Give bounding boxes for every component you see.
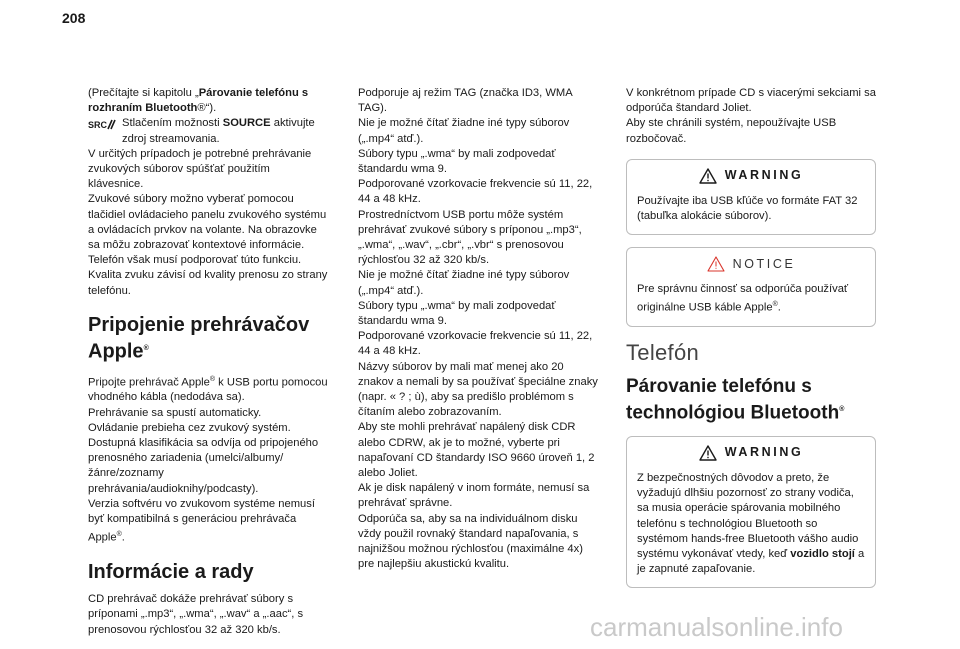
warning-header — [637, 445, 865, 461]
paragraph: Dostupná klasifikácia sa odvíja od pripojeného prenosného zariadenia (umelci/albumy/žánre/zoznamy prehrávania/audioknihy/podcasty). — [88, 437, 319, 495]
source-steering-icon — [88, 117, 118, 131]
warning-text: Z bezpečnostných dôvodov a preto, že vyžadujú dlhšiu pozornosť zo strany vodiča, sa musia operácie spárovania mobilného telefónu s technológiou Bluetooth so systémom hands-free Bluetooth vášho audio systému vykonávať vtedy, keď vozidlo stojí a je zapnuté zapaľovanie. — [637, 471, 865, 576]
section-title-phone: Telefón — [626, 340, 700, 366]
warning-box — [626, 159, 876, 235]
notice-triangle-icon — [707, 256, 725, 272]
paragraph: Ak je disk napálený v inom formáte, nemusí sa prehrávať správne. — [358, 482, 590, 510]
paragraph: Podporované vzorkovacie frekvencie sú 11, 22, 44 a 48 kHz. — [358, 178, 593, 206]
paragraph: V konkrétnom prípade CD s viacerými sekciami sa odporúča štandard Joliet. — [626, 87, 876, 115]
heading-pairing: Párovanie telefónu s technológiou Bluetooth® — [626, 375, 845, 423]
paragraph: Súbory typu „.wma“ by mali zodpovedať štandardu wma 9. — [358, 299, 556, 328]
notice-box — [626, 247, 876, 327]
watermark: carmanualsonline.info — [590, 612, 843, 642]
warning-title: WARNING — [724, 168, 804, 183]
paragraph: Zvukové súbory možno vyberať pomocou tlačidiel ovládacieho panelu zvukového systému a ovládacích prvkov na volante. Na obrazovke sa môžu zobrazovať kontextové informácie. — [88, 193, 327, 252]
paragraph: Podporované vzorkovacie frekvencie sú 11, 22, 44 a 48 kHz. — [358, 330, 593, 358]
paragraph: Aby ste chránili systém, nepoužívajte USB rozbočovač. — [626, 117, 837, 145]
notice-header — [637, 256, 865, 272]
svg-text:SRC: SRC — [88, 120, 108, 131]
paragraph: Pripojte prehrávač Apple® k USB portu pomocou vhodného kábla (nedodáva sa). — [88, 375, 328, 404]
paragraph: Názvy súborov by mali mať menej ako 20 znakov a nemali by sa používať špeciálne znaky (napr. « ? ; ù), aby sa predišlo problémom s čítaním alebo zobrazovaním. — [358, 360, 598, 419]
paragraph: Nie je možné čítať žiadne iné typy súborov („.mp4“ atď.). — [358, 117, 570, 145]
intro-paragraph: (Prečítajte si kapitolu „Párovanie telefónu s rozhraním Bluetooth®“). — [88, 87, 309, 115]
source-text: Stlačením možnosti SOURCE aktivujte zdroj streamovania. — [122, 117, 315, 145]
warning-box-pairing — [626, 436, 876, 588]
warning-triangle-icon — [699, 168, 717, 184]
paragraph: Ovládanie prebieha cez zvukový systém. — [88, 421, 291, 434]
paragraph: Odporúča sa, aby sa na individuálnom disku vždy použil rovnaký štandard napaľovania, s najnižšou možnou rýchlosťou (maximálne 4x) pre najlepšiu akustickú kvalitu. — [358, 512, 583, 571]
heading-apple: Pripojenie prehrávačov Apple® — [88, 313, 310, 363]
paragraph: Verzia softvéru vo zvukovom systéme nemusí byť kompatibilná s generáciou prehrávača Apple®. — [88, 497, 315, 544]
paragraph: Kvalita zvuku závisí od kvality prenosu zo strany telefónu. — [88, 269, 328, 297]
paragraph: V určitých prípadoch je potrebné prehrávanie zvukových súborov spúšťať použitím klávesnice. — [88, 147, 312, 191]
column-middle — [358, 86, 598, 573]
warning-header — [637, 168, 865, 184]
paragraph: Telefón však musí podporovať túto funkciu. — [88, 254, 302, 267]
source-instruction — [88, 116, 328, 146]
paragraph: Prostredníctvom USB portu môže systém prehrávať zvukové súbory s príponou „.mp3“, „.wma“, „.wav“, „.cbr“, „.vbr“ s prenosovou rýchlosťou 32 až 320 kb/s. — [358, 208, 582, 267]
paragraph: Aby ste mohli prehrávať napálený disk CDR alebo CDRW, ak je to možné, vyberte pri napaľovaní CD štandardy ISO 9660 úroveň 1, 2 alebo Joliet. — [358, 421, 595, 480]
paragraph: Podporuje aj režim TAG (značka ID3, WMA TAG). — [358, 87, 573, 115]
notice-title: NOTICE — [732, 256, 796, 271]
paragraph: CD prehrávač dokáže prehrávať súbory s príponami „.mp3“, „.wma“, „.wav“ a „.aac“, s prenosovou rýchlosťou 32 až 320 kb/s. — [88, 593, 304, 636]
column-right — [626, 86, 876, 600]
warning-title: WARNING — [724, 445, 804, 460]
warning-triangle-icon — [699, 445, 717, 461]
notice-text: Pre správnu činnosť sa odporúča používať originálne USB káble Apple®. — [637, 283, 849, 315]
heading-info: Informácie a rady — [88, 561, 254, 584]
paragraph: Súbory typu „.wma“ by mali zodpovedať štandardu wma 9. — [358, 147, 556, 176]
paragraph: Nie je možné čítať žiadne iné typy súborov („.mp4“ atď.). — [358, 269, 570, 297]
warning-text: Používajte iba USB kľúče vo formáte FAT 32 (tabuľka alokácie súborov). — [637, 194, 858, 223]
column-left — [88, 86, 328, 638]
paragraph: Prehrávanie sa spustí automaticky. — [88, 406, 262, 419]
page-number: 208 — [62, 10, 86, 26]
